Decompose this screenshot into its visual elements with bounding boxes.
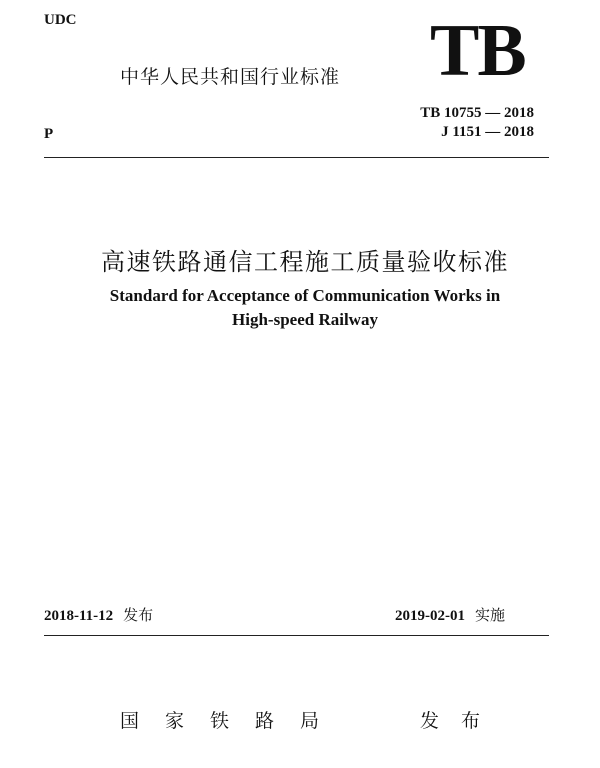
- effective-date-block: [395, 604, 505, 625]
- issue-label: 发布: [123, 606, 154, 624]
- tb-logo: TB: [430, 10, 525, 92]
- publish-label: 发布: [420, 710, 503, 732]
- classification-label: P: [44, 126, 54, 142]
- issue-date: 2018-11-12: [44, 608, 114, 624]
- issuer-category: 中华人民共和国行业标准: [120, 66, 341, 88]
- title-english-line2: High-speed Railway: [232, 310, 378, 329]
- issuing-authority: 国家铁路局: [120, 710, 346, 732]
- effective-label: 实施: [475, 606, 506, 624]
- standard-number: TB 10755 — 2018: [420, 105, 534, 121]
- title-english-line1: Standard for Acceptance of Communication Works in: [109, 286, 501, 305]
- issue-date-block: [44, 604, 153, 625]
- effective-date: 2019-02-01: [395, 608, 465, 624]
- standard-codes: [420, 104, 534, 142]
- record-number: J 1151 — 2018: [441, 124, 534, 140]
- title-english: [0, 284, 600, 332]
- udc-label: UDC: [44, 12, 77, 28]
- title-chinese: 高速铁路通信工程施工质量验收标准: [101, 248, 509, 276]
- top-divider: [44, 157, 549, 158]
- bottom-divider: [44, 635, 549, 636]
